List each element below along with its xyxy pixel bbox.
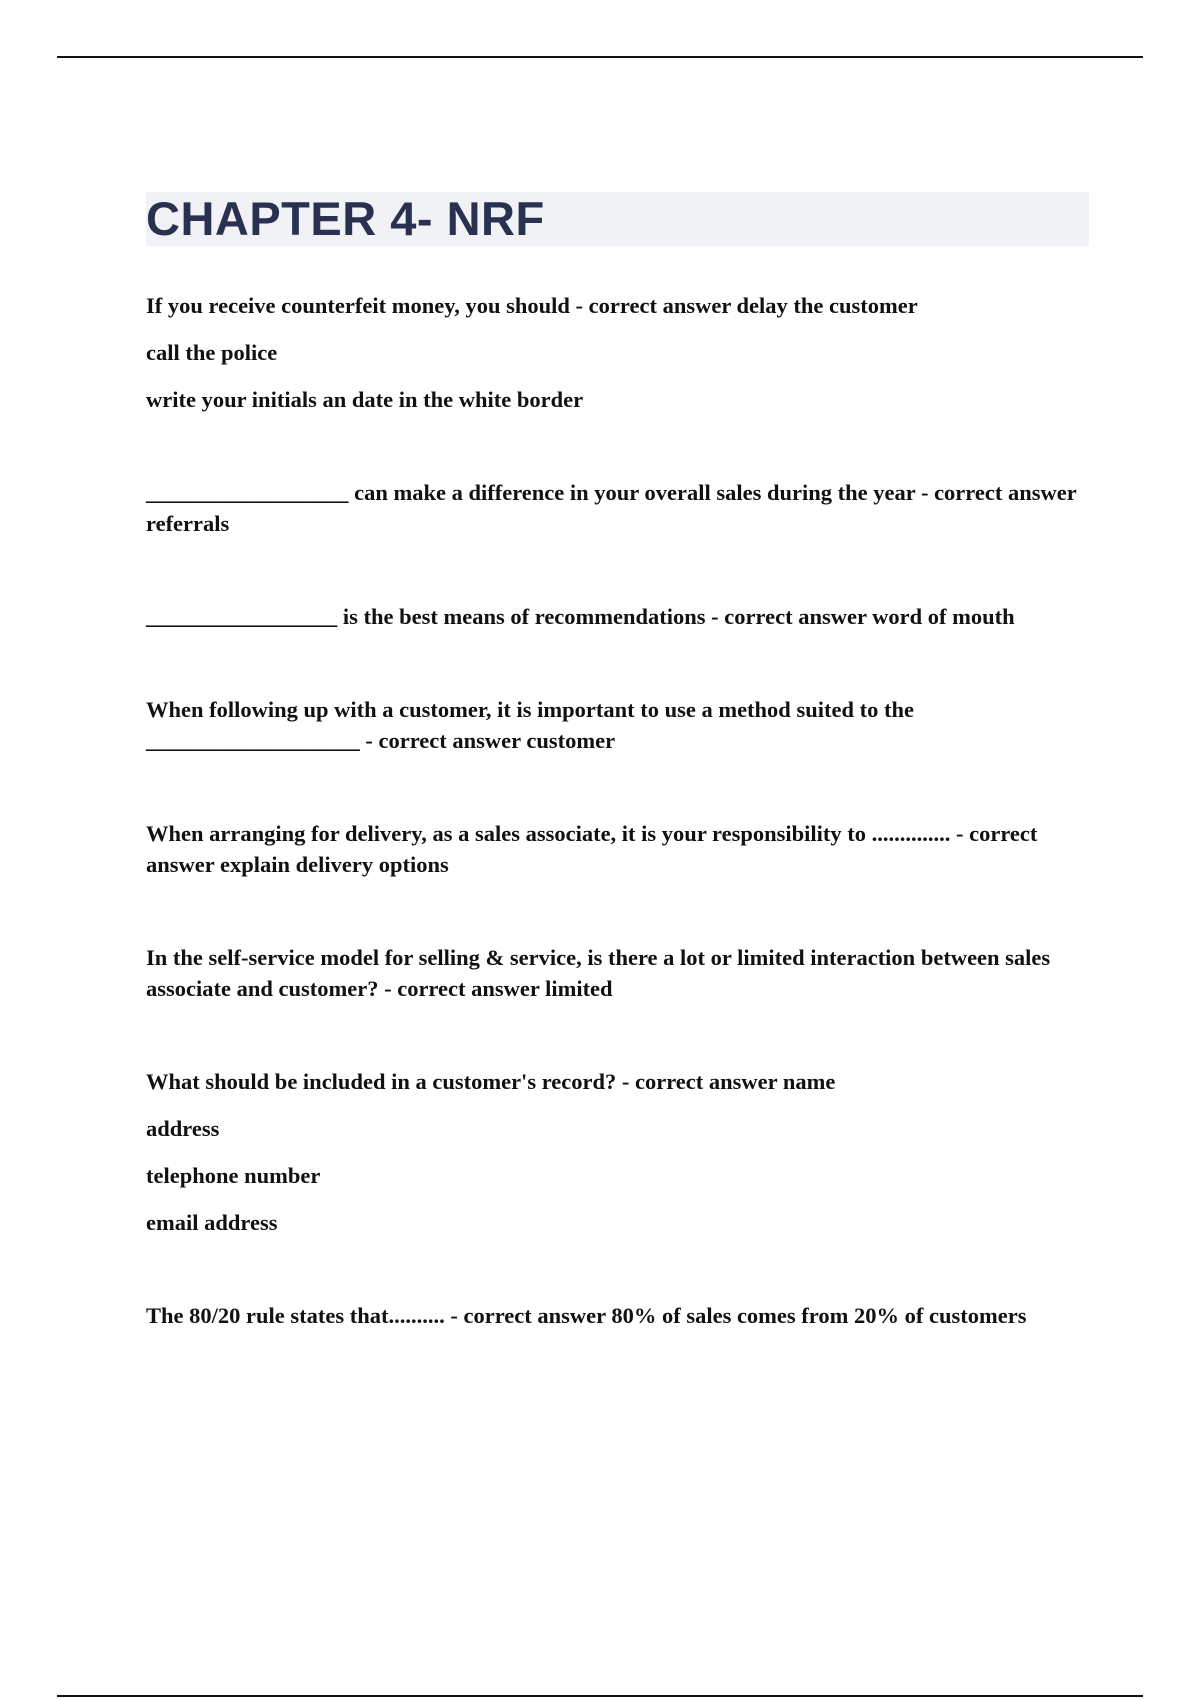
qa-item (146, 477, 1089, 539)
answer-line: write your initials an date in the white border (146, 387, 584, 412)
qa-item (146, 942, 1089, 1004)
question-line: When arranging for delivery, as a sales associate, it is your responsibility to .............. - correct answer explain delivery options (146, 821, 1038, 877)
top-rule (57, 56, 1143, 58)
answer-line: email address (146, 1210, 278, 1235)
question-line: _________________ is the best means of recommendations - correct answer word of mouth (146, 604, 1015, 629)
bottom-rule (57, 1695, 1143, 1697)
qa-item (146, 601, 1089, 632)
question-line: In the self-service model for selling & service, is there a lot or limited interaction between sales associate and customer? - correct answer limited (146, 945, 1051, 1001)
answer-line: call the police (146, 340, 278, 365)
qa-item (146, 290, 1089, 415)
qa-item (146, 1066, 1089, 1238)
title-band (146, 192, 1089, 246)
qa-item (146, 694, 1089, 756)
qa-item (146, 818, 1089, 880)
question-line: The 80/20 rule states that.......... - correct answer 80% of sales comes from 20% of customers (146, 1303, 1027, 1328)
answer-line: address (146, 1116, 220, 1141)
document-body (146, 192, 1089, 1393)
answer-line: telephone number (146, 1163, 321, 1188)
question-line: When following up with a customer, it is important to use a method suited to the ___________________ - correct answer customer (146, 697, 914, 753)
question-line: If you receive counterfeit money, you should - correct answer delay the customer (146, 293, 918, 318)
page-title: CHAPTER 4- NRF (146, 192, 545, 245)
question-line: __________________ can make a difference in your overall sales during the year - correct answer referrals (146, 480, 1077, 536)
question-line: What should be included in a customer's record? - correct answer name (146, 1069, 836, 1094)
qa-item (146, 1300, 1089, 1331)
